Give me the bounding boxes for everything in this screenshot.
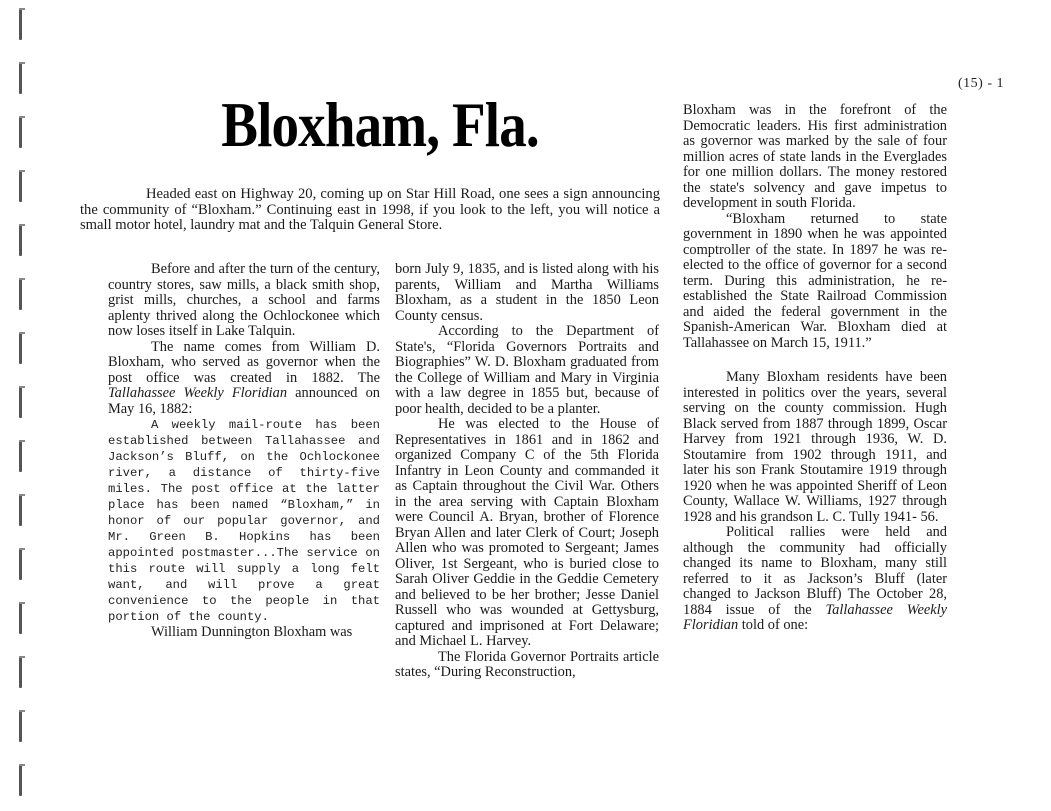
column-3 bbox=[683, 103, 947, 634]
binding-ring-icon bbox=[19, 440, 22, 472]
binding-ring-icon bbox=[19, 386, 22, 418]
binding-ring-icon bbox=[19, 116, 22, 148]
binding-ring-icon bbox=[19, 548, 22, 580]
binding-ring-icon bbox=[19, 764, 22, 796]
spiral-binding bbox=[0, 0, 40, 811]
binding-ring-icon bbox=[19, 224, 22, 256]
text: The name comes from William D. Bloxham, who served as governor when the post office was created in 1882. The bbox=[108, 338, 380, 386]
binding-ring-icon bbox=[19, 8, 22, 40]
paragraph: William Dunnington Bloxham was bbox=[151, 624, 353, 640]
binding-ring-icon bbox=[19, 602, 22, 634]
binding-ring-icon bbox=[19, 62, 22, 94]
paragraph bbox=[108, 340, 380, 418]
binding-ring-icon bbox=[19, 656, 22, 688]
paragraph: The Florida Governor Portraits article states, “During Reconstruction, bbox=[395, 648, 659, 680]
paragraph: Many Bloxham residents have been interested in politics over the years, several serving on the county commission. Hugh Black served from 1887 through 1899, Oscar Harvey from 1921 through 1936, W. D. Stoutamire from 1902 through 1911, and later his son Frank Stoutamire 1919 through 1920 when he was appointed Sheriff of Leon County, Wallace W. Williams, 1927 through 1928 and his grandson L. C. Tully 1941- 56. bbox=[683, 369, 947, 525]
paragraph: Bloxham was in the forefront of the Democratic leaders. His first administration as governor was marked by the sale of four million acres of state lands in the Everglades for one million dollars. The money restored the state's solvency and gave impetus to development in south Florida. bbox=[683, 102, 947, 211]
binding-ring-icon bbox=[19, 170, 22, 202]
binding-ring-icon bbox=[19, 494, 22, 526]
text: Political rallies were held and although the community had officially changed its name to Bloxham, many still referred to it as Jackson’s Bluff (later changed to Jackson Bluff) The October 28, 1884 issue of the bbox=[683, 524, 947, 618]
paragraph-gap bbox=[683, 351, 947, 370]
newspaper-title: Tallahassee Weekly Floridian bbox=[683, 601, 947, 633]
intro-paragraph: Headed east on Highway 20, coming up on Star Hill Road, one sees a sign announcing the community of “Bloxham.” Continuing east in 1998, if you look to the left, you will notice a small motor hotel, laundry mat and the Talquin General Store. bbox=[80, 186, 660, 234]
block-quote: A weekly mail-route has been established between Tallahassee and Jackson’s Bluff, on the Ochlockonee river, a distance of thirty-five miles. The post office at the latter place has been named “Bloxham,” in honor of our popular governor, and Mr. Green B. Hopkins has been appointed postmaster...The service on this route will supply a long felt want, and will prove a great convenience to the people in that portion of the county. bbox=[108, 418, 380, 624]
binding-ring-icon bbox=[19, 710, 22, 742]
binding-ring-icon bbox=[19, 332, 22, 364]
page-number: (15) - 1 bbox=[958, 76, 1004, 91]
paragraph: Before and after the turn of the century, country stores, saw mills, a black smith shop, grist mills, churches, a school and farms aplenty thrived along the Ochlockonee which now loses itself in Lake Talquin. bbox=[108, 261, 380, 339]
newspaper-title: Tallahassee Weekly Floridian bbox=[108, 385, 288, 401]
paragraph: He was elected to the House of Representatives in 1861 and in 1862 and organized Company C of the 5th Florida Infantry in Leon County and commanded it as Captain throughout the Civil War. Others in the area serving with Captain Bloxham were Council A. Bryan, brother of Florence Bryan Allen and later Clerk of Court; Joseph Allen who was promoted to Sergeant; James Oliver, 1st Sergeant, who is buried close to Sarah Oliver Geddie in the Geddie Cemetery and believed to be her brother; Jesse Daniel Russell who was wounded at Gettysburg, captured and imprisoned at Fort Delaware; and Michael L. Harvey. bbox=[395, 416, 659, 649]
text: told of one: bbox=[738, 617, 809, 633]
paragraph: “Bloxham returned to state government in 1890 when he was appointed comptroller of the state. In 1897 he was re-elected to the office of governor for a second term. During this administration, he re-established the State Railroad Commission and aided the federal government in the Spanish-American War. Bloxham died at Tallahassee on March 15, 1911.” bbox=[683, 210, 947, 351]
page-title: Bloxham, Fla. bbox=[221, 89, 539, 160]
column-1 bbox=[108, 262, 380, 641]
column-2 bbox=[395, 262, 659, 681]
paragraph: born July 9, 1835, and is listed along with his parents, William and Martha Williams Bloxham, as a student in the 1850 Leon County census. bbox=[395, 261, 659, 324]
paragraph: According to the Department of State's, “Florida Governors Portraits and Biographies” W. D. Bloxham graduated from the College of William and Mary in Virginia with a law degree in 1855 but, because of poor health, decided to be a planter. bbox=[395, 323, 659, 417]
binding-ring-icon bbox=[19, 278, 22, 310]
paragraph bbox=[683, 525, 947, 634]
text: announced on May 16, 1882: bbox=[108, 385, 380, 417]
